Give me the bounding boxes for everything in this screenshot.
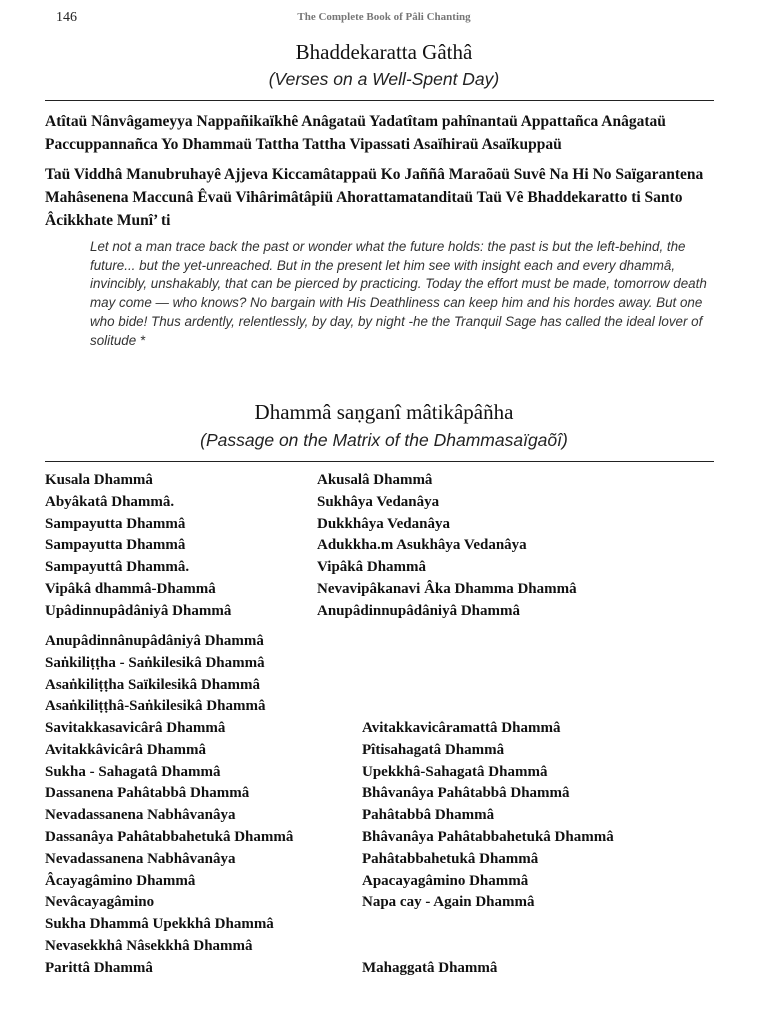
- matrix-line: Nevadassanena Nabhâvanâya: [45, 850, 236, 867]
- matrix-line: Vipâkâ Dhammâ: [317, 559, 427, 576]
- matrix-line: Savitakkasavicârâ Dhammâ: [45, 720, 226, 736]
- matrix-line: Avitakkavicâramattâ Dhammâ: [362, 720, 561, 736]
- matrix-line: Sukha - Sahagatâ Dhammâ: [45, 763, 221, 780]
- matrix-line: Asaṅkiliṭṭhâ-Saṅkilesikâ Dhammâ: [45, 698, 266, 715]
- matrix-line: Pahâtabbâ Dhammâ: [362, 807, 495, 824]
- matrix-line: Nevavipâkanavi Âka Dhamma Dhammâ: [317, 580, 577, 597]
- matrix-left-column-2: [45, 718, 293, 980]
- section-title-bhaddekaratta: Bhaddekaratta Gâthâ: [295, 40, 473, 64]
- page-header: [0, 10, 768, 28]
- pali-verse-1: Atîtaü Nânvâgameyya Nappañikaïkhê Anâgataü Yadatîtam pahînantaü Appattañca Anâgataü Paccuppannañca Yo Dhammaü Tattha Tattha Vipassati Asaïhiraü Asaïkuppaü: [45, 113, 666, 153]
- matrix-line: Âcayagâmino Dhammâ: [45, 872, 196, 889]
- matrix-right-column-1: [317, 470, 577, 623]
- matrix-line: Pîtisahagatâ Dhammâ: [362, 741, 505, 758]
- matrix-line: Dukkhâya Vedanâya: [317, 515, 450, 532]
- matrix-line: Akusalâ Dhammâ: [317, 472, 433, 488]
- section-divider: [45, 461, 714, 462]
- matrix-line: Adukkha.m Asukhâya Vedanâya: [317, 537, 527, 554]
- matrix-line: Dassanena Pahâtabbâ Dhammâ: [45, 785, 250, 802]
- matrix-line: Upekkhâ-Sahagatâ Dhammâ: [362, 763, 548, 780]
- matrix-line: Sampayutta Dhammâ: [45, 537, 186, 554]
- matrix-full-width-lines: [45, 631, 265, 718]
- section-divider: [45, 100, 714, 101]
- matrix-right-column-2: [362, 718, 614, 980]
- matrix-line: Parittâ Dhammâ: [45, 959, 153, 976]
- matrix-line: Napa cay - Again Dhammâ: [362, 894, 535, 911]
- section-subtitle-bhaddekaratta: (Verses on a Well-Spent Day): [268, 69, 500, 89]
- matrix-line: Upâdinnupâdâniyâ Dhammâ: [45, 602, 232, 619]
- matrix-line: Sukha Dhammâ Upekkhâ Dhammâ: [45, 916, 274, 933]
- matrix-line: Mahaggatâ Dhammâ: [362, 959, 498, 976]
- section-title-matika: Dhammâ saṇganî mâtikâpâñha: [254, 400, 514, 424]
- matrix-line: Abyâkatâ Dhammâ.: [45, 493, 175, 510]
- matrix-line: Bhâvanâya Pahâtabbâ Dhammâ: [362, 785, 570, 802]
- english-translation: Let not a man trace back the past or wonder what the future holds: the past is but the left-behind, the future... but the yet-unreached. But in the present let him see with insight each and every dhammâ, invincibly, unshakably, that can be pierced by practicing. Today the effort must be made, tomorrow death may come — who knows? No bargain with His Deathliness can keep him and his hordes away. But one who bide! Thus ardently, relentlessly, by day, by night -he the Tranquil Sage has called the ideal lover of solitude *: [90, 239, 707, 348]
- matrix-line: [362, 936, 614, 958]
- matrix-line: Nevasekkhâ Nâsekkhâ Dhammâ: [45, 937, 253, 954]
- matrix-line: Sampayutta Dhammâ: [45, 515, 186, 532]
- matrix-line: Avitakkâvicârâ Dhammâ: [45, 741, 206, 758]
- matrix-line: Anupâdinnânupâdâniyâ Dhammâ: [45, 633, 264, 649]
- matrix-line: Nevadassanena Nabhâvanâya: [45, 807, 236, 824]
- matrix-line: Vipâkâ dhammâ-Dhammâ: [45, 580, 216, 597]
- matrix-line: Sukhâya Vedanâya: [317, 493, 440, 510]
- matrix-line: [362, 914, 614, 936]
- matrix-line: Saṅkiliṭṭha - Saṅkilesikâ Dhammâ: [45, 654, 265, 671]
- matrix-line: Dassanâya Pahâtabbahetukâ Dhammâ: [45, 828, 294, 845]
- matrix-line: Bhâvanâya Pahâtabbahetukâ Dhammâ: [362, 828, 614, 845]
- matrix-line: Asaṅkiliṭṭha Saïkilesikâ Dhammâ: [45, 676, 261, 693]
- matrix-line: Kusala Dhammâ: [45, 472, 153, 488]
- matrix-line: Nevâcayagâmino: [45, 894, 155, 911]
- page-number: 146: [56, 10, 77, 25]
- matrix-left-column-1: [45, 470, 231, 623]
- matrix-line: Sampayuttâ Dhammâ.: [45, 559, 190, 576]
- running-title: The Complete Book of Pâli Chanting: [297, 11, 471, 23]
- pali-verse-2: Taü Viddhâ Manubruhayê Ajjeva Kiccamâtappaü Ko Jaññâ Maraõaü Suvê Na Hi No Saïgarantena Mahâsenena Maccunâ Êvaü Vihârimâtâpiü Ahorattamatanditaü Taü Vê Bhaddekaratto ti Santo Âcikkhate Munî’ ti: [45, 166, 704, 229]
- matrix-line: Apacayagâmino Dhammâ: [362, 872, 529, 889]
- matrix-line: Anupâdinnupâdâniyâ Dhammâ: [317, 602, 521, 619]
- matrix-line: Pahâtabbahetukâ Dhammâ: [362, 850, 539, 867]
- section-subtitle-matika: (Passage on the Matrix of the Dhammasaïgaõî): [200, 430, 568, 450]
